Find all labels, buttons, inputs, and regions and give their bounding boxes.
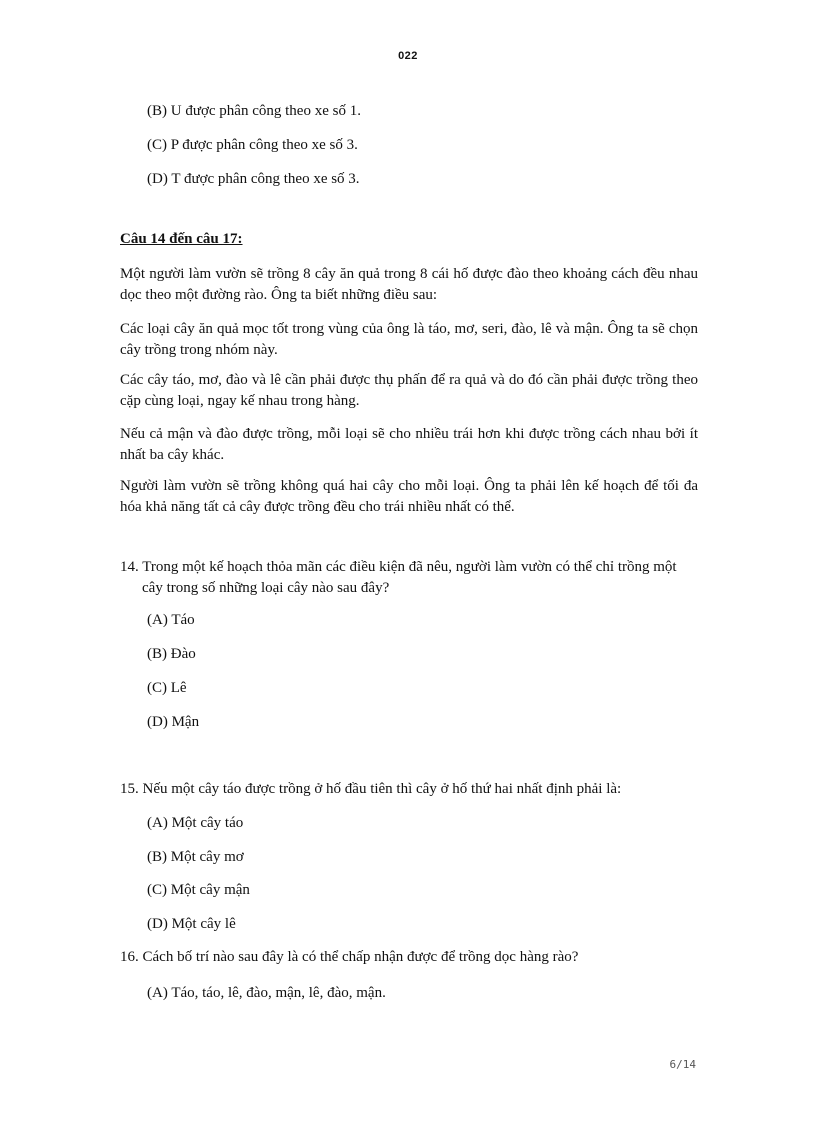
passage-paragraph-2: Các loại cây ăn quả mọc tốt trong vùng của ông là táo, mơ, seri, đào, lê và mận. Ông ta sẽ chọn cây trồng trong nhóm này. — [120, 321, 698, 358]
question-16: 16. Cách bố trí nào sau đây là có thể chấp nhận được để trồng dọc hàng rào? — [120, 949, 579, 965]
option-text: Táo — [171, 612, 195, 628]
option-letter: (D) — [147, 171, 168, 187]
option-d-prev — [147, 169, 360, 189]
page-number: 6/14 — [669, 1058, 696, 1071]
option-text: Một cây táo — [171, 815, 244, 831]
option-text: Táo, táo, lê, đào, mận, lê, đào, mận. — [171, 985, 386, 1001]
passage-paragraph-4: Nếu cả mận và đào được trồng, mỗi loại sẽ cho nhiều trái hơn khi được trồng cách nhau bởi ít nhất ba cây khác. — [120, 426, 698, 463]
option-letter: (C) — [147, 680, 167, 696]
option-letter: (D) — [147, 714, 168, 730]
option-text: Một cây lê — [171, 916, 236, 932]
option-b-prev — [147, 101, 361, 121]
question-15: 15. Nếu một cây táo được trồng ở hố đầu tiên thì cây ở hố thứ hai nhất định phải là: — [120, 781, 622, 797]
question-14: 14. Trong một kế hoạch thỏa mãn các điều kiện đã nêu, người làm vườn có thể chỉ trồng một cây trong số những loại cây nào sau đây? — [120, 559, 677, 596]
option-text: Một cây mận — [170, 882, 250, 898]
document-code: 022 — [398, 50, 418, 62]
option-text: Một cây mơ — [170, 849, 244, 865]
option-text: P được phân công theo xe số 3. — [170, 137, 358, 153]
option-letter: (B) — [147, 646, 167, 662]
option-letter: (C) — [147, 882, 167, 898]
option-text: Mận — [171, 714, 200, 730]
passage-paragraph-1: Một người làm vườn sẽ trồng 8 cây ăn quả trong 8 cái hố được đào theo khoảng cách đều nhau dọc theo một đường rào. Ông ta biết những điều sau: — [120, 266, 698, 303]
option-text: Lê — [170, 680, 187, 696]
option-text: T được phân công theo xe số 3. — [171, 171, 360, 187]
q15-option-d — [147, 914, 236, 934]
option-text: U được phân công theo xe số 1. — [170, 103, 361, 119]
option-letter: (A) — [147, 985, 168, 1001]
q15-option-c — [147, 880, 250, 900]
q15-option-a — [147, 813, 243, 833]
q14-option-d — [147, 712, 199, 732]
q15-option-b — [147, 847, 244, 867]
passage-paragraph-3: Các cây táo, mơ, đào và lê cần phải được thụ phấn để ra quả và do đó cần phải được trồng theo cặp cùng loại, ngay kế nhau trong hàng. — [120, 372, 698, 409]
passage-paragraph-5: Người làm vườn sẽ trồng không quá hai cây cho mỗi loại. Ông ta phải lên kế hoạch để tối đa hóa khả năng tất cả cây được trồng đều cho trái nhiều nhất có thể. — [120, 478, 698, 515]
option-letter: (B) — [147, 103, 167, 119]
option-letter: (D) — [147, 916, 168, 932]
section-heading: Câu 14 đến câu 17: — [120, 231, 243, 247]
q14-option-c — [147, 678, 187, 698]
q14-option-a — [147, 610, 195, 630]
option-letter: (A) — [147, 612, 168, 628]
option-letter: (C) — [147, 137, 167, 153]
q14-option-b — [147, 644, 196, 664]
option-letter: (B) — [147, 849, 167, 865]
option-text: Đào — [170, 646, 196, 662]
option-c-prev — [147, 135, 358, 155]
q16-option-a — [147, 983, 386, 1003]
option-letter: (A) — [147, 815, 168, 831]
